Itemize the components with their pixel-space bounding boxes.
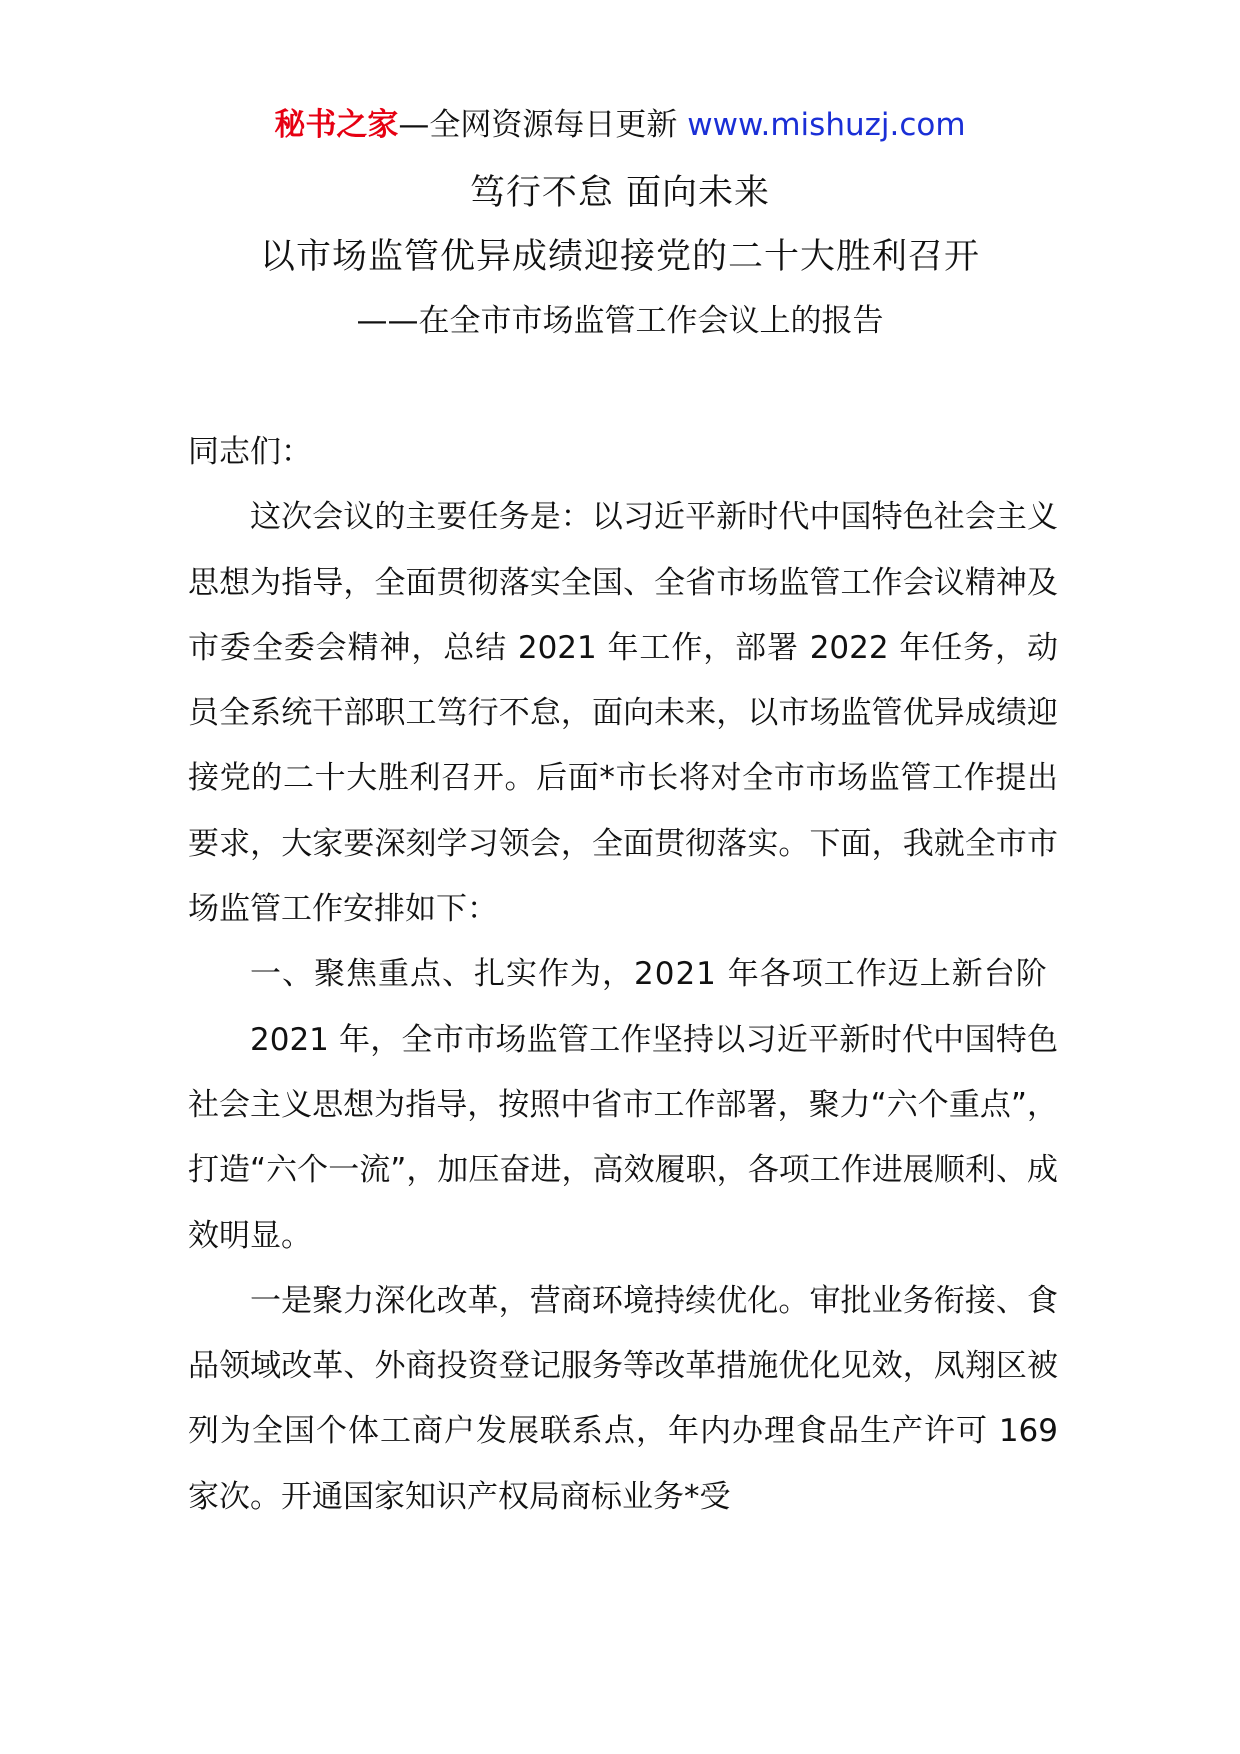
- document-body: [188, 420, 1058, 1530]
- paragraph-reform: 一是聚力深化改革，营商环境持续优化。审批业务衔接、食品领域改革、外商投资登记服务等改革措施优化见效，凤翔区被列为全国个体工商户发展联系点，年内办理食品生产许可 169 家次。开通国家知识产权局商标业务*受: [188, 1282, 1058, 1515]
- document-title-line-2: 以市场监管优异成绩迎接党的二十大胜利召开: [259, 237, 980, 277]
- site-url-link[interactable]: www.mishuzj.com: [687, 107, 966, 143]
- watermark-header: [0, 100, 1240, 150]
- brand-name: 秘书之家: [274, 107, 399, 143]
- salutation: 同志们：: [188, 434, 312, 470]
- paragraph-intro: 这次会议的主要任务是：以习近平新时代中国特色社会主义思想为指导，全面贯彻落实全国、全省市场监管工作会议精神及市委全委会精神，总结 2021 年工作，部署 2022 年任务，动员全系统干部职工笃行不怠，面向未来，以市场监管优异成绩迎接党的二十大胜利召开。后面*市长将对全市市场监管工作提出要求，大家要深刻学习领会，全面贯彻落实。下面，我就全市市场监管工作安排如下：: [188, 499, 1058, 928]
- document-subtitle: ——在全市市场监管工作会议上的报告: [356, 303, 884, 339]
- paragraph-2021-summary: 2021 年，全市市场监管工作坚持以习近平新时代中国特色社会主义思想为指导，按照中省市工作部署，聚力“六个重点”，打造“六个一流”，加压奋进，高效履职，各项工作进展顺利、成效明显。: [188, 1021, 1058, 1254]
- brand-slogan: —全网资源每日更新: [398, 107, 678, 143]
- section-heading-1: 一、聚焦重点、扎实作为，2021 年各项工作迈上新台阶: [250, 956, 1048, 993]
- document-title-line-1: 笃行不怠 面向未来: [469, 173, 771, 213]
